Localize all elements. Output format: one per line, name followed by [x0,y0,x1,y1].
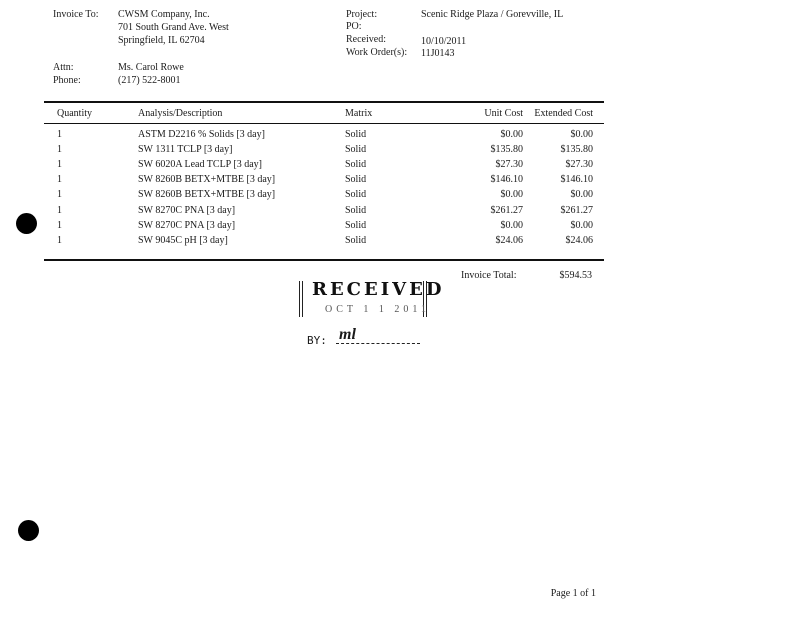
row-matrix: Solid [345,129,367,140]
row-unit-cost: $0.00 [500,189,523,200]
row-matrix: Solid [345,144,367,155]
table-row [0,159,800,174]
row-quantity: 1 [57,144,62,155]
phone-value: (217) 522-8001 [118,75,181,86]
row-extended-cost: $146.10 [560,174,593,185]
table-top-rule [44,101,604,103]
row-unit-cost: $146.10 [490,174,523,185]
row-matrix: Solid [345,205,367,216]
work-order-value: 11J0143 [421,48,455,59]
row-description: SW 9045C pH [3 day] [138,235,228,246]
phone-label: Phone: [53,75,81,86]
table-header-rule [44,123,604,124]
row-quantity: 1 [57,235,62,246]
invoice-to-line-1: CWSM Company, Inc. [118,9,210,20]
row-unit-cost: $24.06 [495,235,523,246]
table-row [0,220,800,235]
table-row [0,205,800,220]
row-quantity: 1 [57,174,62,185]
row-description: SW 6020A Lead TCLP [3 day] [138,159,262,170]
row-unit-cost: $0.00 [500,220,523,231]
row-extended-cost: $135.80 [560,144,593,155]
attn-value: Ms. Carol Rowe [118,62,184,73]
row-matrix: Solid [345,189,367,200]
col-matrix-header: Matrix [345,108,373,119]
table-row [0,129,800,144]
project-value: Scenic Ridge Plaza / Gorevville, IL [421,9,564,20]
project-label: Project: [346,9,378,20]
row-quantity: 1 [57,129,62,140]
row-quantity: 1 [57,159,62,170]
col-unit-cost-header: Unit Cost [484,108,523,119]
row-description: SW 1311 TCLP [3 day] [138,144,233,155]
invoice-to-label: Invoice To: [53,9,99,20]
row-matrix: Solid [345,174,367,185]
row-matrix: Solid [345,220,367,231]
row-unit-cost: $0.00 [500,129,523,140]
attn-label: Attn: [53,62,74,73]
row-unit-cost: $135.80 [490,144,523,155]
row-quantity: 1 [57,189,62,200]
col-quantity-header: Quantity [57,108,92,119]
punch-hole-mark [18,520,39,541]
punch-hole-mark [16,213,37,234]
received-stamp-word: RECEIVED [312,279,445,300]
stamp-by-label: BY: [307,334,327,347]
invoice-total-value: $594.53 [559,270,592,281]
invoice-to-line-2: 701 South Grand Ave. West [118,22,229,33]
received-value: 10/10/2011 [421,36,467,47]
table-row [0,174,800,189]
table-header-row [0,108,800,123]
table-row [0,235,800,250]
row-unit-cost: $261.27 [490,205,523,216]
table-row [0,189,800,204]
row-extended-cost: $24.06 [565,235,593,246]
row-description: SW 8270C PNA [3 day] [138,205,236,216]
received-label: Received: [346,34,386,45]
row-matrix: Solid [345,159,367,170]
work-order-label: Work Order(s): [346,47,408,58]
row-unit-cost: $27.30 [495,159,523,170]
col-description-header: Analysis/Description [138,108,223,119]
received-stamp-date: OCT 1 1 2011 [325,304,430,315]
row-quantity: 1 [57,205,62,216]
invoice-total-label: Invoice Total: [461,270,517,281]
row-description: SW 8260B BETX+MTBE [3 day] [138,189,276,200]
page-number: Page 1 of 1 [550,588,596,599]
row-extended-cost: $0.00 [570,129,593,140]
row-description: ASTM D2216 % Solids [3 day] [138,129,265,140]
table-row [0,144,800,159]
invoice-to-line-3: Springfield, IL 62704 [118,35,205,46]
row-description: SW 8260B BETX+MTBE [3 day] [138,174,276,185]
row-extended-cost: $27.30 [565,159,593,170]
row-matrix: Solid [345,235,367,246]
row-description: SW 8270C PNA [3 day] [138,220,236,231]
row-extended-cost: $0.00 [570,189,593,200]
row-quantity: 1 [57,220,62,231]
stamp-initials: ml [339,326,356,343]
po-label: PO: [346,21,362,32]
table-bottom-rule [44,259,604,261]
row-extended-cost: $0.00 [570,220,593,231]
row-extended-cost: $261.27 [560,205,593,216]
col-extended-cost-header: Extended Cost [534,108,593,119]
